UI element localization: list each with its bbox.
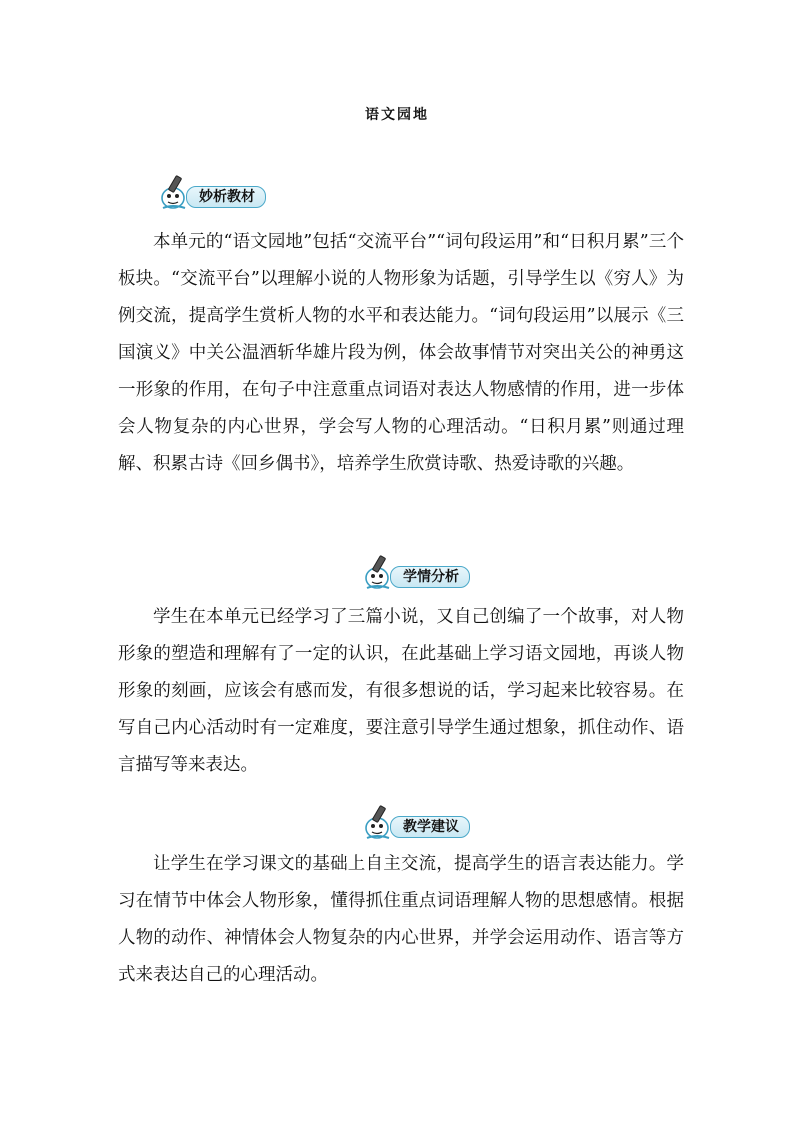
mascot-pencil-icon	[158, 174, 192, 210]
section-label: 妙析教材	[186, 186, 266, 208]
section-badge-student-analysis	[362, 560, 470, 590]
mascot-pencil-icon	[362, 804, 396, 840]
mascot-pencil-icon	[362, 554, 396, 590]
section-label: 学情分析	[390, 566, 470, 588]
section-badge-textbook-analysis	[158, 180, 266, 210]
section-body-textbook-analysis	[118, 224, 684, 483]
paragraph: 学生在本单元已经学习了三篇小说，又自己创编了一个故事，对人物形象的塑造和理解有了一定的认识，在此基础上学习语文园地，再谈人物形象的刻画，应该会有感而发，有很多想说的话，学习起来比较容易。在写自己内心活动时有一定难度，要注意引导学生通过想象，抓住动作、语言描写等来表达。	[118, 607, 684, 775]
section-label: 教学建议	[390, 816, 470, 838]
section-badge-teaching-advice	[362, 810, 470, 840]
section-body-teaching-advice	[118, 846, 684, 994]
paragraph: 让学生在学习课文的基础上自主交流，提高学生的语言表达能力。学习在情节中体会人物形象，懂得抓住重点词语理解人物的思想感情。根据人物的动作、神情体会人物复杂的内心世界，并学会运用动作、语言等方式来表达自己的心理活动。	[118, 854, 684, 985]
section-body-student-analysis	[118, 599, 684, 784]
page-title: 语文园地	[365, 107, 429, 123]
paragraph: 本单元的“语文园地”包括“交流平台”“词句段运用”和“日积月累”三个板块。“交流平台”以理解小说的人物形象为话题，引导学生以《穷人》为例交流，提高学生赏析人物的水平和表达能力。“词句段运用”以展示《三国演义》中关公温酒斩华雄片段为例，体会故事情节对突出关公的神勇这一形象的作用，在句子中注意重点词语对表达人物感情的作用，进一步体会人物复杂的内心世界，学会写人物的心理活动。“日积月累”则通过理解、积累古诗《回乡偶书》，培养学生欣赏诗歌、热爱诗歌的兴趣。	[118, 232, 684, 474]
